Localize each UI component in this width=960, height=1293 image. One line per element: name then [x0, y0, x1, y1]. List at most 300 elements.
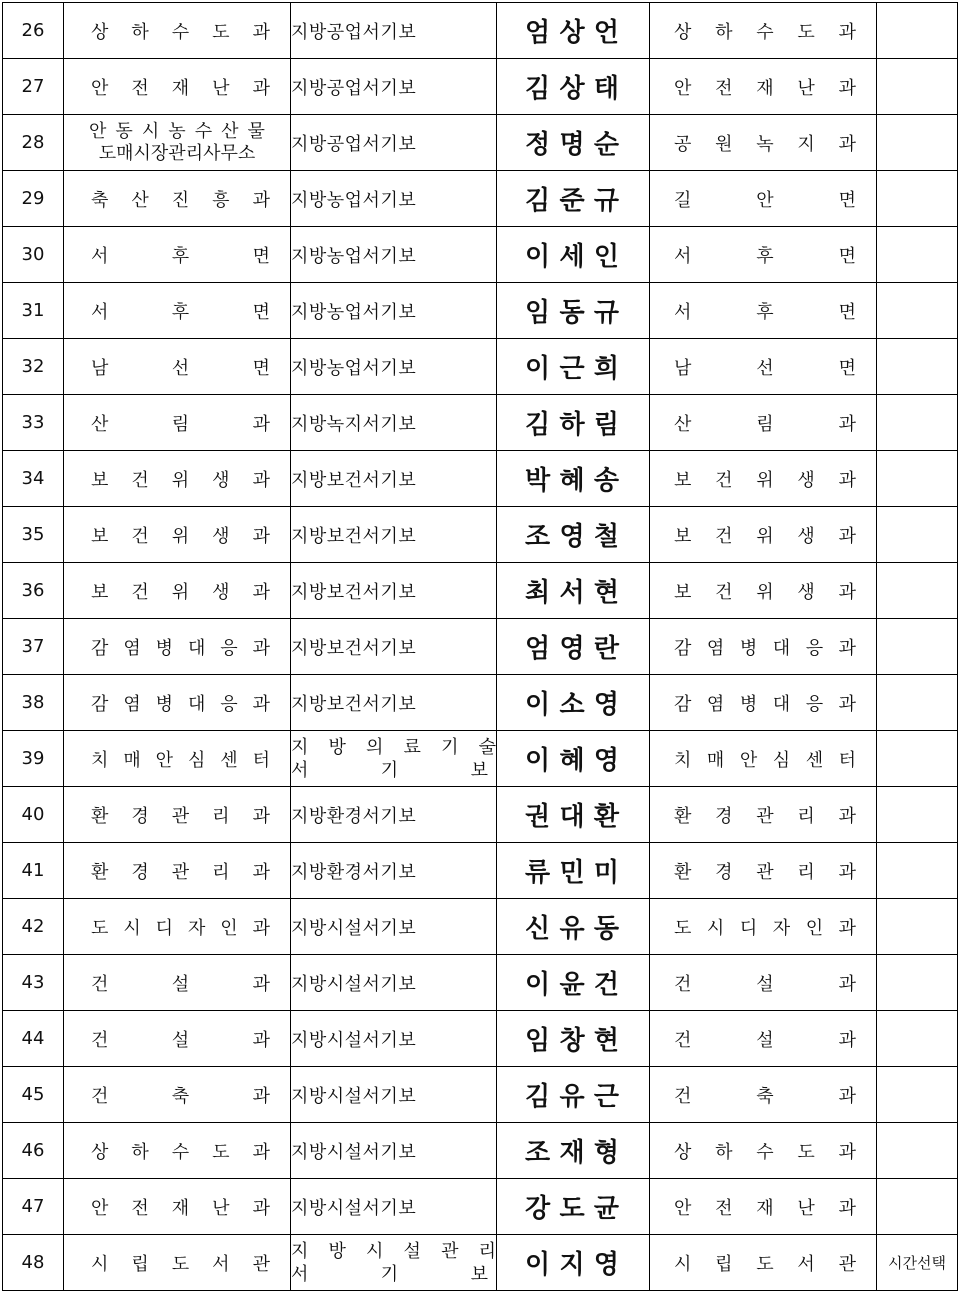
assigned-department-text — [650, 186, 876, 212]
glyph: 경 — [131, 805, 149, 827]
current-department-text — [64, 802, 290, 828]
glyph: 디 — [155, 917, 174, 939]
row-number: 33 — [3, 395, 64, 451]
glyph: 권 — [525, 802, 551, 832]
glyph: 보 — [91, 581, 109, 603]
glyph: 설 — [171, 1029, 190, 1051]
glyph: 축 — [171, 1085, 190, 1107]
assigned-department-text — [650, 522, 876, 548]
current-department-text — [64, 298, 290, 324]
glyph: 과 — [838, 581, 856, 603]
glyph: 면 — [838, 245, 856, 267]
current-department — [64, 395, 291, 451]
current-department — [64, 955, 291, 1011]
person-name — [497, 1011, 650, 1067]
job-grade-text: 지방시설서기보 — [291, 1197, 417, 1219]
row-number: 29 — [3, 171, 64, 227]
glyph: 염 — [123, 637, 141, 659]
glyph: 이 — [525, 354, 551, 384]
job-grade — [291, 1123, 497, 1179]
current-department — [64, 59, 291, 115]
glyph: 생 — [212, 469, 230, 491]
glyph: 희 — [593, 354, 619, 384]
remarks — [877, 899, 958, 955]
person-name-text — [497, 404, 649, 441]
glyph: 길 — [674, 189, 692, 211]
glyph: 영 — [559, 634, 585, 664]
person-name-text — [497, 1076, 649, 1113]
glyph: 관 — [252, 1253, 270, 1275]
remarks — [877, 451, 958, 507]
glyph: 건 — [674, 973, 692, 995]
glyph: 생 — [797, 581, 815, 603]
person-name-text — [497, 124, 649, 161]
person-name-text — [497, 292, 649, 329]
glyph: 시 — [706, 917, 725, 939]
table-row — [3, 115, 958, 171]
person-name — [497, 451, 650, 507]
assigned-department — [650, 731, 877, 787]
glyph: 림 — [756, 413, 774, 435]
glyph: 민 — [559, 858, 585, 888]
glyph: 생 — [212, 581, 230, 603]
glyph: 과 — [838, 917, 856, 939]
glyph: 위 — [756, 581, 774, 603]
remarks — [877, 563, 958, 619]
remarks — [877, 1011, 958, 1067]
table-row — [3, 1179, 958, 1235]
glyph: 지 — [291, 1240, 309, 1262]
glyph: 과 — [252, 469, 270, 491]
job-grade — [291, 227, 497, 283]
glyph: 김 — [525, 1082, 551, 1112]
table-row — [3, 1011, 958, 1067]
glyph: 근 — [559, 354, 585, 384]
row-number: 47 — [3, 1179, 64, 1235]
glyph: 임 — [525, 1026, 551, 1056]
glyph: 진 — [171, 189, 190, 211]
glyph: 생 — [212, 525, 230, 547]
person-name — [497, 115, 650, 171]
current-department — [64, 1011, 291, 1067]
person-name-text — [497, 852, 649, 889]
glyph: 경 — [131, 861, 149, 883]
table-row — [3, 227, 958, 283]
glyph: 도 — [674, 917, 692, 939]
glyph: 관 — [441, 1240, 459, 1262]
glyph: 과 — [838, 805, 856, 827]
job-grade — [291, 171, 497, 227]
glyph: 공 — [674, 133, 692, 155]
assigned-department — [650, 1179, 877, 1235]
glyph: 위 — [171, 525, 190, 547]
person-name — [497, 1235, 650, 1291]
glyph: 과 — [838, 1085, 856, 1107]
current-department-text: 안 동 시 농 수 산 물 도매시장관리사무소 — [89, 120, 265, 164]
assigned-department-text — [650, 690, 876, 716]
glyph: 응 — [220, 693, 238, 715]
job-grade — [291, 1067, 497, 1123]
table-row — [3, 1067, 958, 1123]
glyph: 보 — [674, 525, 692, 547]
job-grade-text: 지방시설서기보 — [291, 1141, 417, 1163]
glyph: 산 — [131, 189, 149, 211]
glyph: 면 — [838, 357, 856, 379]
glyph: 안 — [89, 120, 107, 142]
table-row — [3, 451, 958, 507]
glyph: 동 — [559, 298, 585, 328]
current-department-text — [64, 18, 290, 44]
current-department — [64, 563, 291, 619]
glyph: 산 — [91, 413, 109, 435]
glyph: 매 — [706, 749, 725, 771]
glyph: 규 — [593, 298, 619, 328]
person-name — [497, 731, 650, 787]
table-row — [3, 171, 958, 227]
current-department — [64, 171, 291, 227]
glyph: 위 — [171, 469, 190, 491]
current-department-text — [64, 1082, 290, 1108]
current-department — [64, 619, 291, 675]
person-name — [497, 1067, 650, 1123]
glyph: 관 — [838, 1253, 856, 1275]
job-grade — [291, 115, 497, 171]
person-name-text — [497, 68, 649, 105]
glyph: 후 — [756, 245, 774, 267]
glyph: 보 — [470, 759, 488, 781]
glyph: 후 — [756, 301, 774, 323]
glyph: 수 — [171, 1141, 190, 1163]
glyph: 생 — [797, 525, 815, 547]
job-grade — [291, 1235, 497, 1291]
current-department — [64, 731, 291, 787]
glyph: 생 — [797, 469, 815, 491]
job-grade-text: 지방농업서기보 — [291, 245, 417, 267]
glyph: 도 — [171, 1253, 190, 1275]
remarks — [877, 843, 958, 899]
glyph: 대 — [187, 637, 206, 659]
current-department — [64, 1235, 291, 1291]
glyph: 자 — [187, 917, 206, 939]
glyph: 건 — [131, 581, 149, 603]
glyph: 과 — [252, 1141, 270, 1163]
person-name-text — [497, 964, 649, 1001]
assigned-department-text — [650, 802, 876, 828]
glyph: 이 — [525, 242, 551, 272]
glyph: 도 — [756, 1253, 774, 1275]
current-department-text — [64, 186, 290, 212]
glyph: 도 — [212, 1141, 230, 1163]
assigned-department — [650, 787, 877, 843]
glyph: 설 — [171, 973, 190, 995]
glyph: 과 — [838, 21, 856, 43]
remarks — [877, 1179, 958, 1235]
person-name — [497, 507, 650, 563]
glyph: 남 — [91, 357, 109, 379]
person-name-text — [497, 740, 649, 777]
row-number: 34 — [3, 451, 64, 507]
glyph: 조 — [525, 1138, 551, 1168]
glyph: 서 — [797, 1253, 815, 1275]
glyph: 인 — [220, 917, 238, 939]
assigned-department-text — [650, 970, 876, 996]
glyph: 신 — [525, 914, 551, 944]
glyph: 인 — [805, 917, 824, 939]
table-row — [3, 731, 958, 787]
glyph: 술 — [478, 736, 496, 758]
assigned-department — [650, 675, 877, 731]
job-grade — [291, 619, 497, 675]
row-number: 36 — [3, 563, 64, 619]
glyph: 과 — [252, 973, 270, 995]
glyph: 시 — [366, 1240, 384, 1262]
glyph: 도 — [797, 21, 815, 43]
glyph: 건 — [131, 525, 149, 547]
glyph: 매 — [123, 749, 141, 771]
person-name-text — [497, 572, 649, 609]
assigned-department — [650, 563, 877, 619]
current-department-text — [64, 914, 290, 940]
glyph: 류 — [525, 858, 551, 888]
glyph: 난 — [797, 77, 815, 99]
glyph: 미 — [593, 858, 619, 888]
glyph: 남 — [674, 357, 692, 379]
table-row — [3, 507, 958, 563]
glyph: 대 — [772, 693, 791, 715]
glyph: 이 — [525, 1250, 551, 1280]
current-department — [64, 339, 291, 395]
glyph: 하 — [715, 1141, 733, 1163]
row-number: 42 — [3, 899, 64, 955]
current-department-text — [64, 1138, 290, 1164]
job-grade-text: 지방환경서기보 — [291, 805, 417, 827]
glyph: 규 — [593, 186, 619, 216]
job-grade-text: 지방녹지서기보 — [291, 413, 417, 435]
glyph: 감 — [91, 637, 109, 659]
row-number: 35 — [3, 507, 64, 563]
glyph: 과 — [838, 693, 856, 715]
glyph: 의 — [366, 736, 384, 758]
current-department-text — [64, 1026, 290, 1052]
current-department-text — [64, 578, 290, 604]
glyph: 과 — [252, 637, 270, 659]
person-name — [497, 59, 650, 115]
job-grade-text: 지방시설서기보 — [291, 917, 417, 939]
glyph: 전 — [131, 1197, 149, 1219]
current-department-text — [64, 858, 290, 884]
table-row — [3, 3, 958, 59]
person-name-text — [497, 236, 649, 273]
glyph: 엄 — [525, 18, 551, 48]
glyph: 도 — [797, 1141, 815, 1163]
glyph: 안 — [155, 749, 174, 771]
glyph: 서 — [674, 245, 692, 267]
glyph: 경 — [715, 861, 733, 883]
person-name-text — [497, 180, 649, 217]
glyph: 김 — [525, 410, 551, 440]
current-department — [64, 1123, 291, 1179]
glyph: 응 — [220, 637, 238, 659]
glyph: 녹 — [756, 133, 774, 155]
job-grade — [291, 731, 497, 787]
glyph: 립 — [715, 1253, 733, 1275]
row-number: 43 — [3, 955, 64, 1011]
remarks — [877, 619, 958, 675]
job-grade-text: 지방농업서기보 — [291, 189, 417, 211]
glyph: 전 — [715, 77, 733, 99]
row-number: 46 — [3, 1123, 64, 1179]
assigned-department — [650, 115, 877, 171]
glyph: 유 — [559, 914, 585, 944]
glyph: 지 — [291, 736, 309, 758]
glyph: 이 — [525, 970, 551, 1000]
person-name-text — [497, 628, 649, 665]
glyph: 서 — [212, 1253, 230, 1275]
assigned-department — [650, 451, 877, 507]
person-name-text — [497, 908, 649, 945]
current-department — [64, 1067, 291, 1123]
row-number: 28 — [3, 115, 64, 171]
person-name-text — [497, 796, 649, 833]
glyph: 과 — [838, 861, 856, 883]
glyph: 리 — [212, 805, 230, 827]
glyph: 자 — [772, 917, 791, 939]
glyph: 재 — [756, 1197, 774, 1219]
glyph: 디 — [739, 917, 758, 939]
remarks — [877, 59, 958, 115]
glyph: 과 — [838, 525, 856, 547]
assigned-department-text — [650, 410, 876, 436]
glyph: 건 — [91, 1029, 109, 1051]
glyph: 설 — [756, 973, 774, 995]
current-department-text — [64, 690, 290, 716]
glyph: 강 — [525, 1194, 551, 1224]
glyph: 도 — [212, 21, 230, 43]
glyph: 준 — [559, 186, 585, 216]
glyph: 관 — [756, 861, 774, 883]
job-grade — [291, 3, 497, 59]
assigned-department — [650, 1011, 877, 1067]
job-grade — [291, 675, 497, 731]
glyph: 기 — [380, 1263, 399, 1285]
remarks — [877, 339, 958, 395]
glyph: 영 — [593, 1250, 619, 1280]
glyph: 위 — [171, 581, 190, 603]
assigned-department-text — [650, 130, 876, 156]
current-department-text — [64, 1194, 290, 1220]
glyph: 면 — [838, 301, 856, 323]
person-name — [497, 1123, 650, 1179]
assigned-department — [650, 619, 877, 675]
job-grade — [291, 787, 497, 843]
glyph: 근 — [593, 1082, 619, 1112]
assigned-department — [650, 339, 877, 395]
glyph: 감 — [674, 637, 692, 659]
glyph: 하 — [131, 1141, 149, 1163]
glyph: 건 — [715, 525, 733, 547]
glyph: 과 — [838, 413, 856, 435]
job-grade-text: 지방보건서기보 — [291, 693, 417, 715]
glyph: 이 — [525, 746, 551, 776]
glyph: 염 — [706, 637, 725, 659]
job-grade-text: 지방공업서기보 — [291, 21, 417, 43]
glyph: 응 — [805, 693, 824, 715]
glyph: 림 — [171, 413, 190, 435]
glyph: 산 — [674, 413, 692, 435]
glyph: 위 — [756, 469, 774, 491]
glyph: 면 — [252, 301, 270, 323]
table-row — [3, 899, 958, 955]
remarks — [877, 395, 958, 451]
job-grade-text: 지방보건서기보 — [291, 581, 417, 603]
glyph: 위 — [756, 525, 774, 547]
job-grade — [291, 395, 497, 451]
glyph: 안 — [674, 77, 692, 99]
glyph: 조 — [525, 522, 551, 552]
table-body — [3, 3, 958, 1291]
glyph: 수 — [171, 21, 190, 43]
glyph: 상 — [91, 1141, 109, 1163]
person-name-text — [497, 1244, 649, 1281]
glyph: 최 — [525, 578, 551, 608]
glyph: 영 — [559, 522, 585, 552]
glyph: 창 — [559, 1026, 585, 1056]
table-row — [3, 955, 958, 1011]
assigned-department — [650, 955, 877, 1011]
assigned-department — [650, 1067, 877, 1123]
glyph: 안 — [674, 1197, 692, 1219]
glyph: 림 — [593, 410, 619, 440]
assigned-department — [650, 843, 877, 899]
glyph: 선 — [756, 357, 774, 379]
current-department — [64, 283, 291, 339]
glyph: 난 — [212, 77, 230, 99]
glyph: 축 — [91, 189, 109, 211]
person-name-text — [497, 348, 649, 385]
glyph: 안 — [91, 77, 109, 99]
current-department — [64, 507, 291, 563]
glyph: 시 — [141, 120, 160, 142]
glyph: 물 — [247, 120, 265, 142]
glyph: 란 — [593, 634, 619, 664]
glyph: 대 — [772, 637, 791, 659]
table-row — [3, 563, 958, 619]
row-number: 44 — [3, 1011, 64, 1067]
current-department-text — [64, 242, 290, 268]
glyph: 면 — [252, 357, 270, 379]
person-name-text — [497, 684, 649, 721]
current-department-text — [64, 74, 290, 100]
assigned-department-text — [650, 18, 876, 44]
glyph: 혜 — [559, 466, 585, 496]
glyph: 상 — [559, 74, 585, 104]
assigned-department-text — [650, 298, 876, 324]
row-number: 27 — [3, 59, 64, 115]
glyph: 재 — [559, 1138, 585, 1168]
remarks — [877, 283, 958, 339]
current-department — [64, 899, 291, 955]
glyph: 영 — [593, 746, 619, 776]
glyph: 흥 — [212, 189, 230, 211]
glyph: 서 — [674, 301, 692, 323]
row-number: 40 — [3, 787, 64, 843]
remarks — [877, 787, 958, 843]
glyph: 면 — [252, 245, 270, 267]
table-row — [3, 395, 958, 451]
assigned-department — [650, 227, 877, 283]
person-name — [497, 843, 650, 899]
assigned-department — [650, 283, 877, 339]
